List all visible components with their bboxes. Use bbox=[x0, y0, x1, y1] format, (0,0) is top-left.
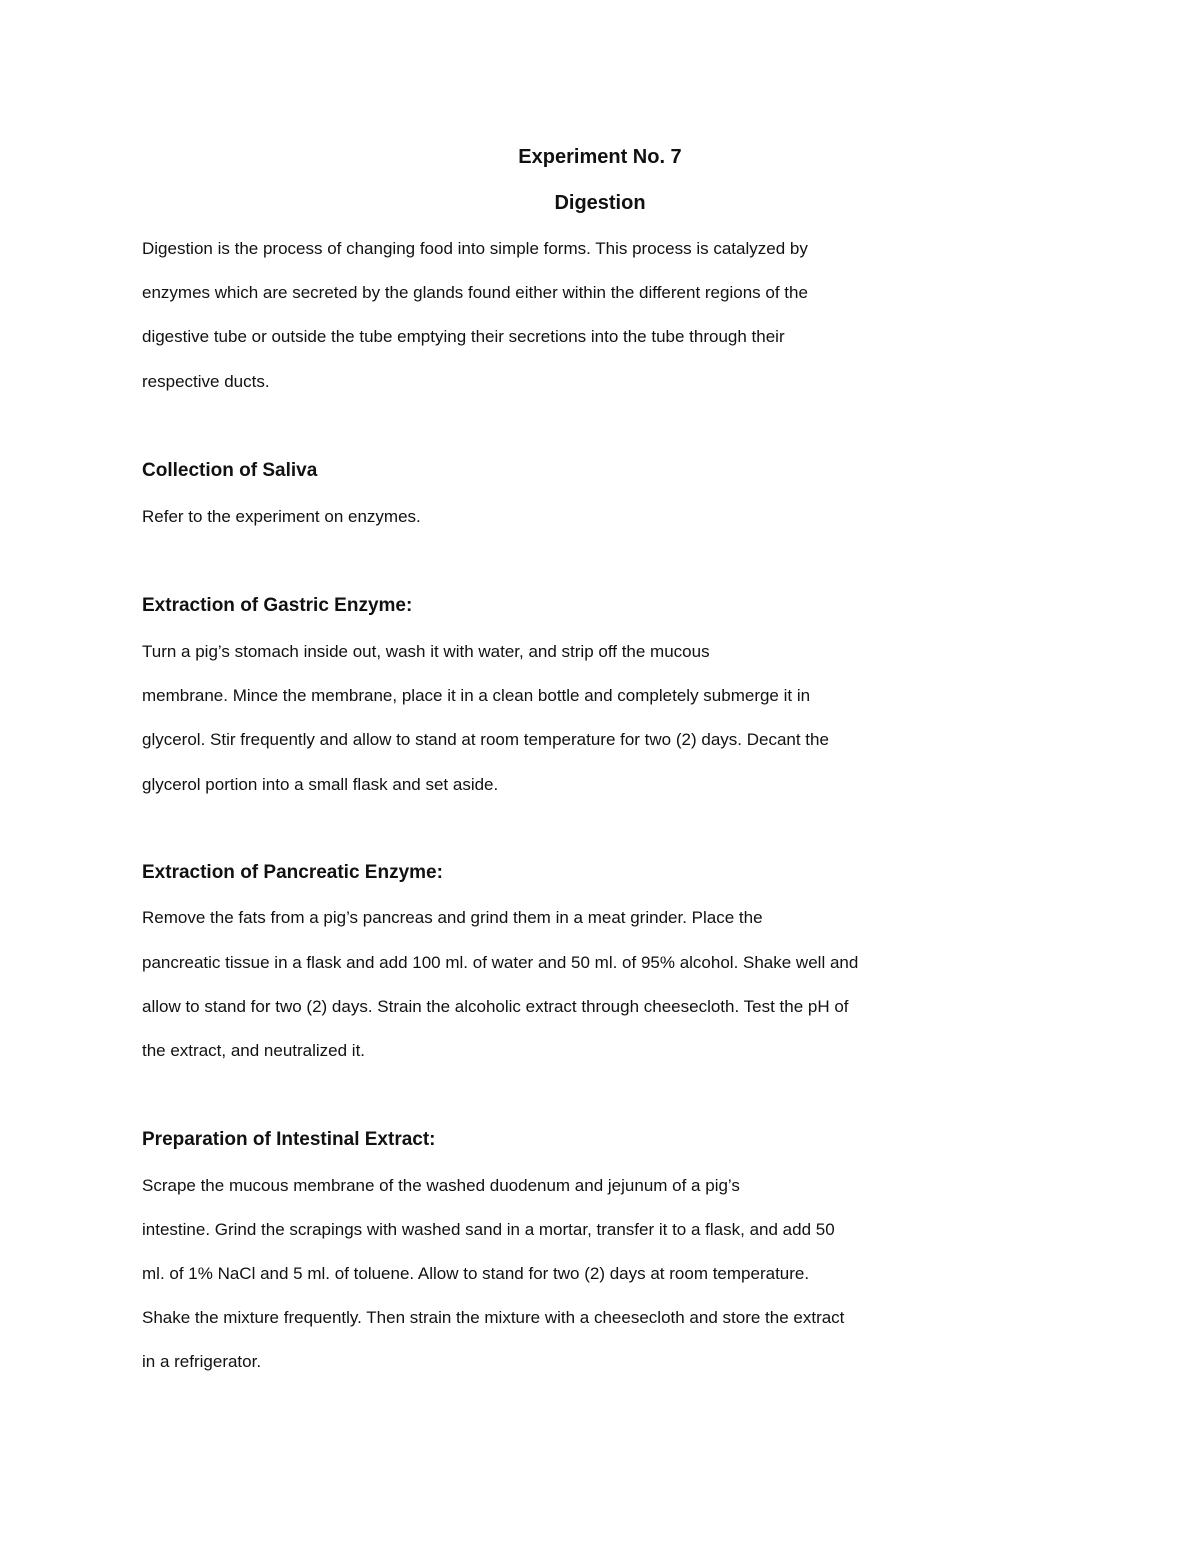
section-line: Remove the fats from a pig’s pancreas and grind them in a meat grinder. Place the bbox=[142, 908, 763, 927]
intro-line: digestive tube or outside the tube emptying their secretions into the tube through their bbox=[142, 327, 785, 346]
intro-line: respective ducts. bbox=[142, 372, 270, 391]
intro-line: Digestion is the process of changing food into simple forms. This process is catalyzed by bbox=[142, 239, 808, 258]
section-heading: Collection of Saliva bbox=[142, 460, 318, 481]
document-subtitle: Digestion bbox=[554, 192, 646, 214]
section-line: membrane. Mince the membrane, place it in a clean bottle and completely submerge it in bbox=[142, 686, 811, 705]
section-line: Shake the mixture frequently. Then strain the mixture with a cheesecloth and store the extract bbox=[142, 1308, 845, 1327]
section-line: glycerol portion into a small flask and set aside. bbox=[142, 775, 499, 794]
section-line: pancreatic tissue in a flask and add 100 ml. of water and 50 ml. of 95% alcohol. Shake well and bbox=[142, 953, 859, 972]
section-line: in a refrigerator. bbox=[142, 1352, 262, 1371]
section-line: ml. of 1% NaCl and 5 ml. of toluene. Allow to stand for two (2) days at room temperature. bbox=[142, 1264, 810, 1283]
document-title: Experiment No. 7 bbox=[518, 146, 682, 168]
section-line: glycerol. Stir frequently and allow to stand at room temperature for two (2) days. Decant the bbox=[142, 730, 829, 749]
section-heading: Extraction of Pancreatic Enzyme: bbox=[142, 862, 443, 883]
section-line: Scrape the mucous membrane of the washed duodenum and jejunum of a pig’s bbox=[142, 1176, 740, 1195]
section-heading: Preparation of Intestinal Extract: bbox=[142, 1129, 436, 1150]
section-line: allow to stand for two (2) days. Strain the alcoholic extract through cheesecloth. Test the pH of bbox=[142, 997, 849, 1016]
section-line: Refer to the experiment on enzymes. bbox=[142, 507, 421, 526]
intro-line: enzymes which are secreted by the glands found either within the different regions of the bbox=[142, 283, 808, 302]
section-line: the extract, and neutralized it. bbox=[142, 1041, 366, 1060]
section-line: Turn a pig’s stomach inside out, wash it with water, and strip off the mucous bbox=[142, 642, 710, 661]
section-heading: Extraction of Gastric Enzyme: bbox=[142, 595, 413, 616]
section-line: intestine. Grind the scrapings with washed sand in a mortar, transfer it to a flask, and add 50 bbox=[142, 1220, 835, 1239]
